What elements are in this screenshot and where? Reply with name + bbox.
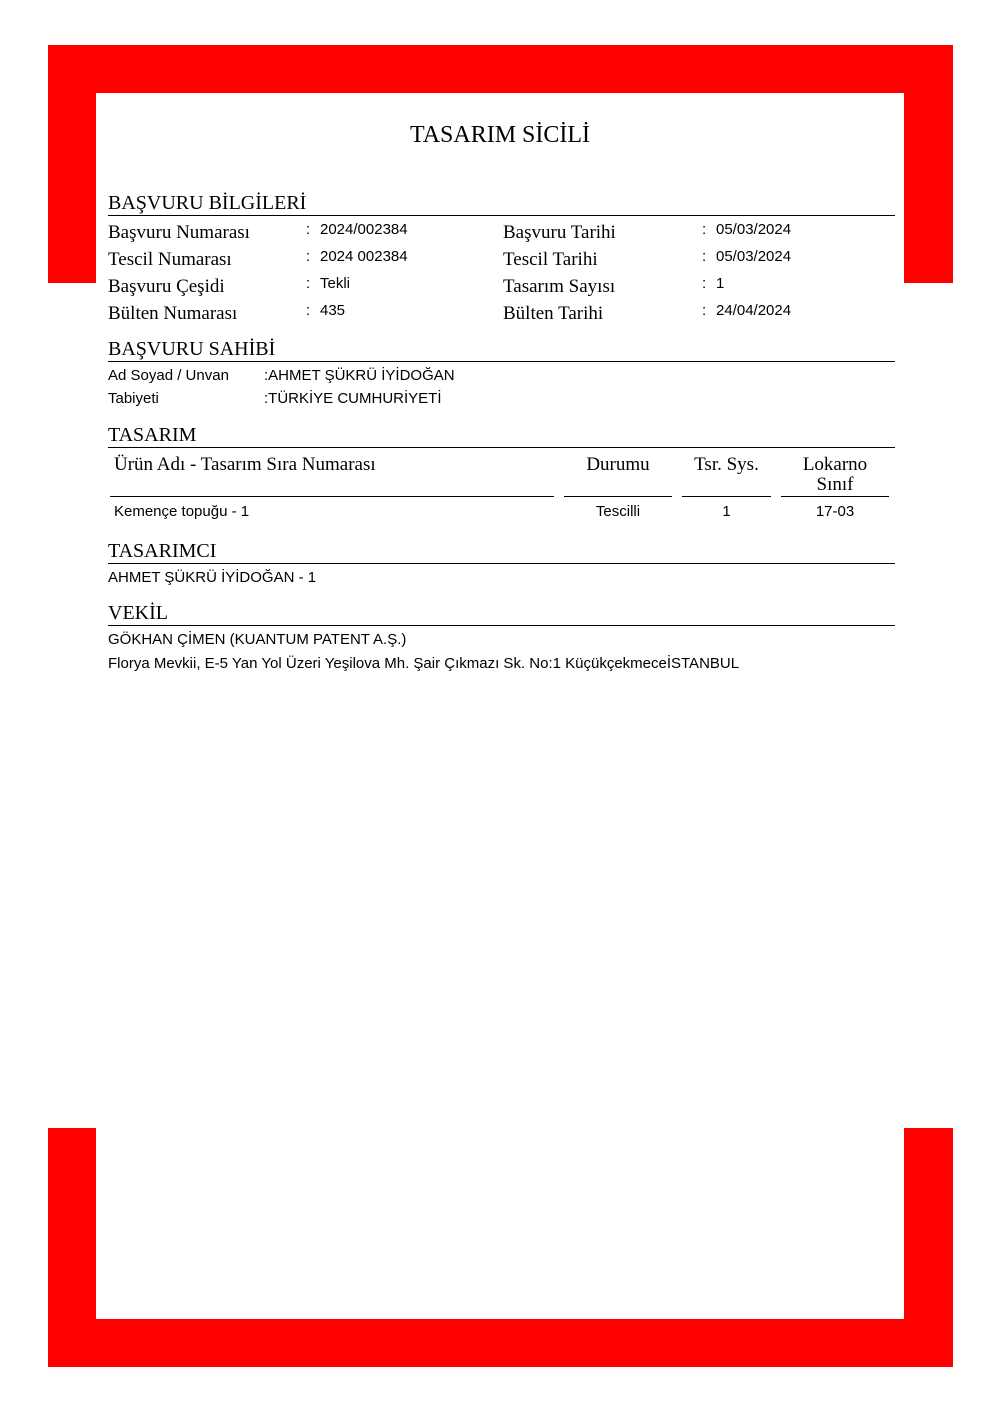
colon: : — [306, 248, 311, 265]
bulletin-date-value: 24/04/2024 — [716, 302, 792, 319]
header-locarno: Lokarno — [802, 454, 868, 475]
colon: : — [702, 275, 707, 292]
bulletin-number-label: Bülten Numarası — [108, 303, 238, 324]
cell-count: 1 — [722, 503, 731, 520]
cell-locarno: 17-03 — [815, 503, 855, 520]
attorney-name: GÖKHAN ÇİMEN (KUANTUM PATENT A.Ş.) — [108, 631, 407, 648]
colon: : — [702, 302, 707, 319]
section-application-info: BAŞVURU BİLGİLERİ — [108, 191, 895, 216]
colon: : — [306, 275, 311, 292]
app-type-value: Tekli — [320, 275, 351, 292]
registration-date-label: Tescil Tarihi — [503, 249, 598, 270]
cell-status: Tescilli — [595, 503, 641, 520]
section-attorney: VEKİL — [108, 601, 895, 626]
applicant-nationality-value: :TÜRKİYE CUMHURİYETİ — [264, 390, 442, 407]
attorney-address: Florya Mevkii, E-5 Yan Yol Üzeri Yeşilova Mh. Şair Çıkmazı Sk. No:1 KüçükçekmeceİSTANBUL — [108, 655, 740, 672]
applicant-name-label: Ad Soyad / Unvan — [108, 367, 229, 384]
frame-bottom-bar — [48, 1319, 953, 1367]
header-rule-product — [110, 496, 554, 497]
colon: : — [702, 221, 707, 238]
section-designer: TASARIMCI — [108, 539, 895, 564]
cell-product: Kemençe topuğu - 1 — [114, 503, 250, 520]
header-rule-status — [564, 496, 672, 497]
header-count: Tsr. Sys. — [694, 454, 759, 475]
app-date-value: 05/03/2024 — [716, 221, 792, 238]
bulletin-date-label: Bülten Tarihi — [503, 303, 604, 324]
frame-top-right — [904, 45, 953, 283]
header-product: Ürün Adı - Tasarım Sıra Numarası — [114, 454, 376, 475]
header-locarno-class: Sınıf — [816, 474, 854, 495]
applicant-nationality-label: Tabiyeti — [108, 390, 159, 407]
design-count-label: Tasarım Sayısı — [503, 276, 616, 297]
colon: : — [702, 248, 707, 265]
app-number-value: 2024/002384 — [320, 221, 408, 238]
frame-bottom-right — [904, 1128, 953, 1367]
applicant-name-value: :AHMET ŞÜKRÜ İYİDOĞAN — [264, 367, 455, 384]
registration-date-value: 05/03/2024 — [716, 248, 792, 265]
design-count-value: 1 — [716, 275, 725, 292]
app-number-label: Başvuru Numarası — [108, 222, 250, 243]
section-design: TASARIM — [108, 423, 895, 448]
registration-number-label: Tescil Numarası — [108, 249, 232, 270]
colon: : — [306, 302, 311, 319]
app-date-label: Başvuru Tarihi — [503, 222, 616, 243]
header-status: Durumu — [586, 454, 650, 475]
registration-number-value: 2024 002384 — [320, 248, 408, 265]
frame-top-left — [48, 45, 96, 283]
document-title: TASARIM SİCİLİ — [409, 122, 591, 148]
section-applicant: BAŞVURU SAHİBİ — [108, 337, 895, 362]
bulletin-number-value: 435 — [320, 302, 346, 319]
colon: : — [306, 221, 311, 238]
frame-top-bar — [48, 45, 953, 93]
app-type-label: Başvuru Çeşidi — [108, 276, 225, 297]
header-rule-count — [682, 496, 771, 497]
designer-name: AHMET ŞÜKRÜ İYİDOĞAN - 1 — [108, 569, 317, 586]
frame-bottom-left — [48, 1128, 96, 1367]
header-rule-locarno — [781, 496, 889, 497]
